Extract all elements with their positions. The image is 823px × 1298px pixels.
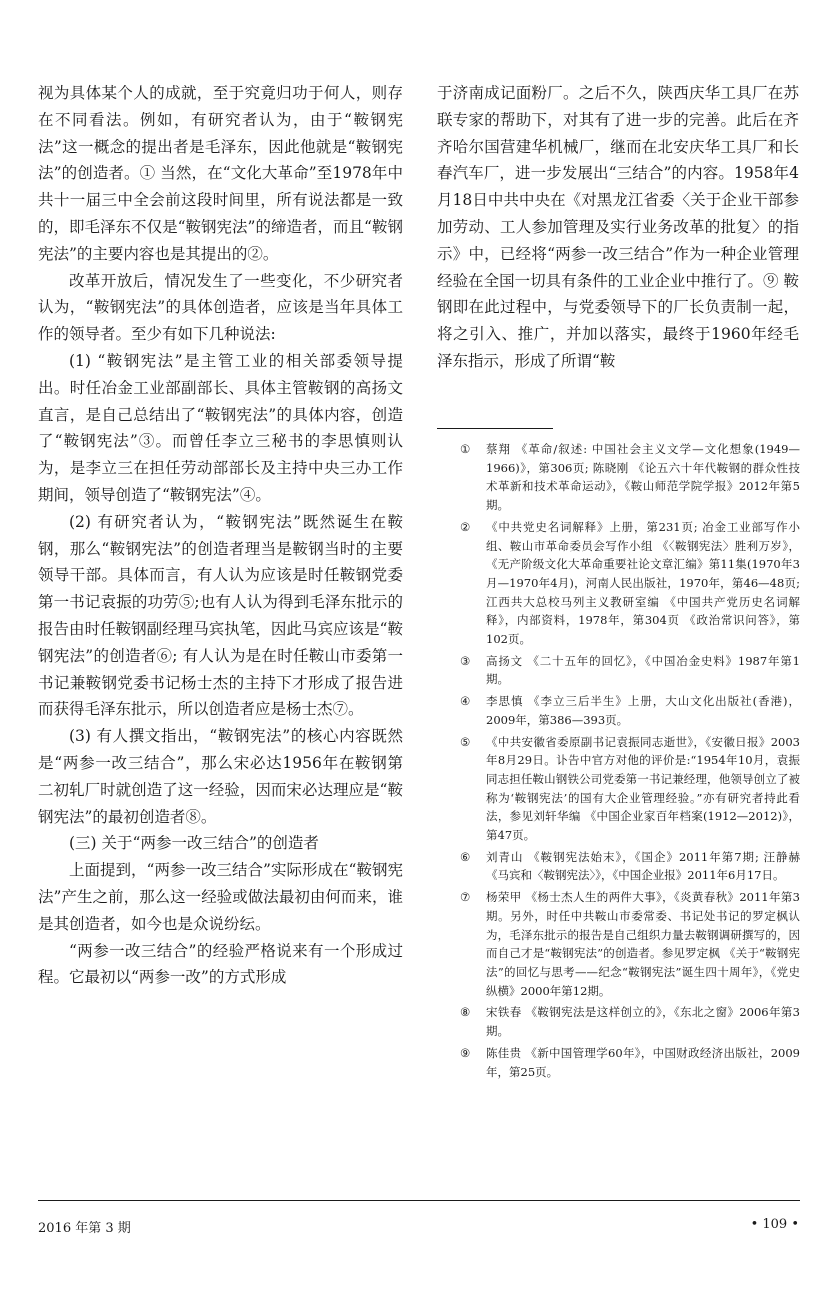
footnote-text: 李思慎 《李立三后半生》上册，大山文化出版社(香港)，2009年，第386—393页。	[486, 694, 800, 727]
footnote	[460, 733, 800, 845]
paragraph: (3) 有人撰文指出，“鞍钢宪法”的核心内容既然是“两参一改三结合”，那么宋必达1956年在鞍钢第二初轧厂时就创造了这一经验，因而宋必达理应是“鞍钢宪法”的最初创造者⑧。	[38, 727, 403, 826]
left-column	[38, 80, 403, 991]
paragraph: 改革开放后，情况发生了一些变化，不少研究者认为，“鞍钢宪法”的具体创造者，应该是当年具体工作的领导者。至少有如下几种说法:	[38, 271, 403, 344]
footnote-mark: ⑧	[460, 1005, 471, 1020]
paragraph: (1) “鞍钢宪法”是主管工业的相关部委领导提出。时任冶金工业部副部长、具体主管鞍钢的高扬文直言，是自己总结出了“鞍钢宪法”的具体内容，创造了“鞍钢宪法”③。而曾任李立三秘书的李思慎则认为，是李立三在担任劳动部部长及主持中央三办工作期间，领导创造了“鞍钢宪法”④。	[38, 351, 403, 504]
footnote-mark: ⑥	[460, 849, 471, 864]
footnote-text: 《中共党史名词解释》上册，第231页; 冶金工业部写作小组、鞍山市革命委员会写作小组 《〈鞍钢宪法〉胜利万岁》，《无产阶级文化大革命重要社论文章汇编》第11集(1970年3月—1970年4月)，河南人民出版社，1970年，第46—48页; 江西共大总校马列主义教研室编 《中国共产党历史名词解释》，内部资料，1978年，第304页 《政治常识问答》，第102页。	[486, 519, 800, 647]
footnote	[460, 1044, 800, 1081]
paragraph: 上面提到，“两参一改三结合”实际形成在“鞍钢宪法”产生之前，那么这一经验或做法最初由何而来，谁是其创造者，如今也是众说纷纭。	[38, 861, 403, 933]
footnote	[460, 440, 800, 515]
paragraph: “两参一改三结合”的经验严格说来有一个形成过程。它最初以“两参一改”的方式形成	[38, 941, 403, 987]
footnotes	[460, 440, 800, 1084]
footnote-text: 高扬文 《二十五年的回忆》，《中国冶金史料》1987年第1期。	[486, 653, 800, 687]
footnote-text: 陈佳贵 《新中国管理学60年》，中国财政经济出版社，2009年，第25页。	[486, 1045, 800, 1079]
footnote	[460, 692, 800, 729]
footnote-mark: ⑨	[460, 1045, 471, 1060]
footnote-text: 宋铁春 《鞍钢宪法是这样创立的》，《东北之窗》2006年第3期。	[486, 1005, 800, 1039]
footnote-mark: ③	[460, 653, 471, 668]
footnote-mark: ⑤	[460, 734, 471, 749]
footnote	[460, 888, 800, 1000]
paragraph: 视为具体某个人的成就，至于究竟归功于何人，则存在不同看法。例如，有研究者认为，由于“鞍钢宪法”这一概念的提出者是毛泽东，因此他就是“鞍钢宪法”的创造者。① 当然，在“文化大革命”至1978年中共十一届三中全会前这段时间里，所有说法都是一致的，即毛泽东不仅是“鞍钢宪法”的缔造者，而且“鞍钢宪法”的主要内容也是其提出的②。	[38, 84, 403, 263]
footnote-text: 蔡翔 《革命/叙述: 中国社会主义文学—文化想象(1949—1966)》，第306页; 陈晓刚 《论五六十年代鞍钢的群众性技术革新和技术革命运动》，《鞍山师范学院学报》2012年第5期。	[486, 442, 800, 513]
footer-rule	[38, 1200, 800, 1201]
page-number: • 109 •	[750, 1217, 799, 1232]
footnote-mark: ②	[460, 519, 471, 534]
footnote	[460, 848, 800, 885]
footnote-text: 刘青山 《鞍钢宪法始末》，《国企》2011年第7期; 汪静赫 《马宾和〈鞍钢宪法〉》，《中国企业报》2011年6月17日。	[486, 849, 800, 883]
section-heading: (三) 关于“两参一改三结合”的创造者	[69, 834, 319, 853]
footnote-text: 《中共安徽省委原副书记袁振同志逝世》，《安徽日报》2003年8月29日。讣告中官方对他的评价是:“1954年10月，袁振同志担任鞍山钢铁公司党委第一书记兼经理，他领导创立了被称为‘鞍钢宪法’的国有大企业管理经验。”亦有研究者持此看法，参见刘轩华编 《中国企业家百年档案(1912—2012)》，第47页。	[486, 734, 800, 843]
footnote-mark: ④	[460, 694, 471, 709]
footnote	[460, 518, 800, 649]
footnote-separator	[437, 428, 553, 429]
footnote-mark: ①	[460, 442, 471, 456]
footnote	[460, 652, 800, 689]
footnote-mark: ⑦	[460, 890, 471, 905]
footnote-text: 杨荣甲 《杨士杰人生的两件大事》，《炎黄春秋》2011年第3期。另外，时任中共鞍山市委常委、书记处书记的罗定枫认为，毛泽东批示的报告是自己组织力量去鞍钢调研撰写的，因而自己才是“鞍钢宪法”的创造者。参见罗定枫 《关于“鞍钢宪法”的回忆与思考——纪念“鞍钢宪法”诞生四十周年》，《党史纵横》2000年第12期。	[486, 890, 800, 998]
right-column	[437, 80, 799, 375]
paragraph: (2) 有研究者认为，“鞍钢宪法”既然诞生在鞍钢，那么“鞍钢宪法”的创造者理当是鞍钢当时的主要领导干部。具体而言，有人认为应该是时任鞍钢党委第一书记袁振的功劳⑤;也有人认为得到毛泽东批示的报告由时任鞍钢副经理马宾执笔，因此马宾应该是“鞍钢宪法”的创造者⑥; 有人认为是在时任鞍山市委第一书记兼鞍钢党委书记杨士杰的主持下才形成了报告进而获得毛泽东批示，所以创造者应是杨士杰⑦。	[38, 512, 403, 719]
paragraph: 于济南成记面粉厂。之后不久，陕西庆华工具厂在苏联专家的帮助下，对其有了进一步的完善。此后在齐齐哈尔国营建华机械厂，继而在北安庆华工具厂和长春汽车厂，进一步发展出“三结合”的内容。1958年4月18日中共中央在《对黑龙江省委〈关于企业干部参加劳动、工人参加管理及实行业务改革的批复〉的指示》中，已经将“两参一改三结合”作为一种企业管理经验在全国一切具有条件的工业企业中推行了。⑨ 鞍钢即在此过程中，与党委领导下的厂长负责制一起，将之引入、推广，并加以落实，最终于1960年经毛泽东指示，形成了所谓“鞍	[437, 84, 799, 370]
footnote	[460, 1003, 800, 1040]
issue-label: 2016 年第 3 期	[38, 1221, 131, 1236]
